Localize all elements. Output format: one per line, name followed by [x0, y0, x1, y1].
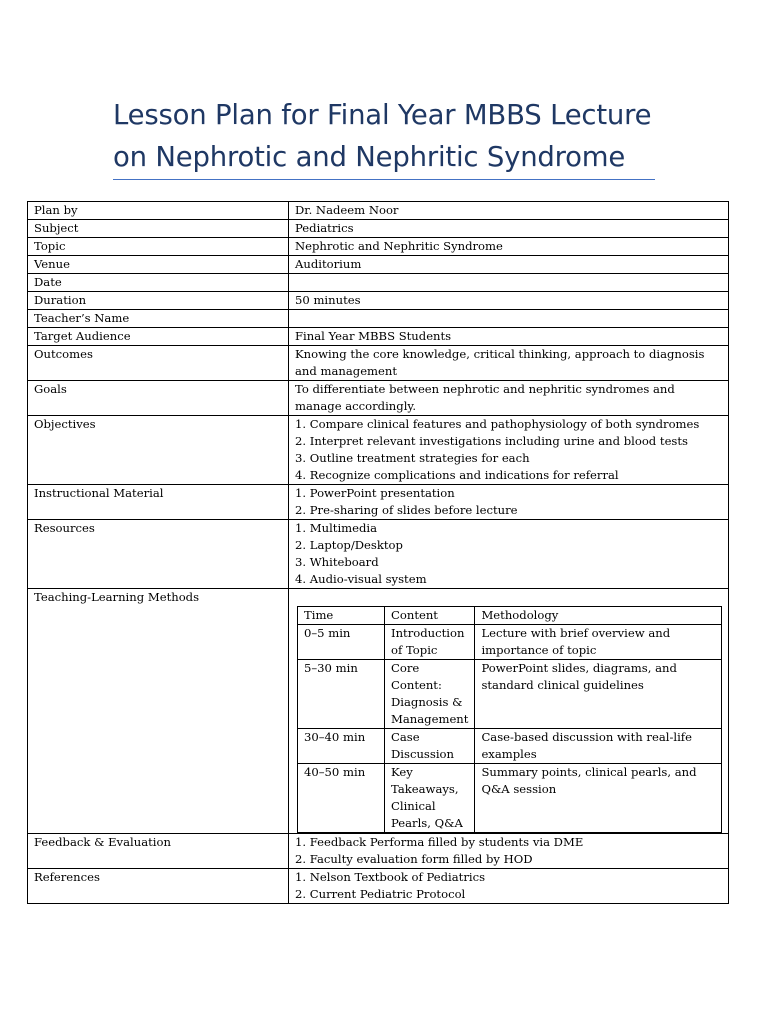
schedule-time: 5–30 min — [298, 660, 385, 729]
schedule-row — [298, 764, 722, 833]
value-teaching-methods — [289, 589, 729, 834]
row-teaching-methods — [28, 589, 729, 834]
value-resources — [289, 520, 729, 589]
label-date: Date — [28, 274, 289, 292]
material-item: 2. Pre-sharing of slides before lecture — [295, 503, 518, 517]
objective-item: 1. Compare clinical features and pathophysiology of both syndromes — [295, 417, 700, 431]
value-objectives — [289, 416, 729, 485]
row-feedback — [28, 834, 729, 869]
material-item: 1. PowerPoint presentation — [295, 486, 455, 500]
schedule-content: Case Discussion — [385, 729, 475, 764]
value-goals: To differentiate between nephrotic and nephritic syndromes and manage accordingly. — [289, 381, 729, 416]
row-goals — [28, 381, 729, 416]
schedule-methodology: PowerPoint slides, diagrams, and standard clinical guidelines — [475, 660, 722, 729]
row-topic — [28, 238, 729, 256]
schedule-time: 40–50 min — [298, 764, 385, 833]
resource-item: 4. Audio-visual system — [295, 572, 427, 586]
row-instructional-material — [28, 485, 729, 520]
label-references: References — [28, 869, 289, 904]
schedule-header-content: Content — [385, 607, 475, 625]
schedule-time: 0–5 min — [298, 625, 385, 660]
value-plan-by: Dr. Nadeem Noor — [289, 202, 729, 220]
row-references — [28, 869, 729, 904]
schedule-methodology: Case-based discussion with real-life examples — [475, 729, 722, 764]
label-goals: Goals — [28, 381, 289, 416]
schedule-time: 30–40 min — [298, 729, 385, 764]
schedule-header-methodology: Methodology — [475, 607, 722, 625]
schedule-table — [297, 606, 722, 833]
resource-item: 1. Multimedia — [295, 521, 378, 535]
row-duration — [28, 292, 729, 310]
reference-item: 2. Current Pediatric Protocol — [295, 887, 466, 901]
row-objectives — [28, 416, 729, 485]
value-instructional-material — [289, 485, 729, 520]
schedule-row — [298, 660, 722, 729]
label-teacher: Teacher’s Name — [28, 310, 289, 328]
row-resources — [28, 520, 729, 589]
label-objectives: Objectives — [28, 416, 289, 485]
objective-item: 2. Interpret relevant investigations including urine and blood tests — [295, 434, 688, 448]
value-topic: Nephrotic and Nephritic Syndrome — [289, 238, 729, 256]
value-date — [289, 274, 729, 292]
value-teacher — [289, 310, 729, 328]
feedback-item: 1. Feedback Performa filled by students via DME — [295, 835, 584, 849]
value-outcomes: Knowing the core knowledge, critical thinking, approach to diagnosis and management — [289, 346, 729, 381]
row-date — [28, 274, 729, 292]
row-target-audience — [28, 328, 729, 346]
row-venue — [28, 256, 729, 274]
label-subject: Subject — [28, 220, 289, 238]
label-resources: Resources — [28, 520, 289, 589]
resource-item: 2. Laptop/Desktop — [295, 538, 403, 552]
schedule-header-row — [298, 607, 722, 625]
schedule-content: Key Takeaways, Clinical Pearls, Q&A — [385, 764, 475, 833]
feedback-item: 2. Faculty evaluation form filled by HOD — [295, 852, 533, 866]
row-outcomes — [28, 346, 729, 381]
label-instructional-material: Instructional Material — [28, 485, 289, 520]
row-plan-by — [28, 202, 729, 220]
label-teaching-methods: Teaching-Learning Methods — [28, 589, 289, 834]
objective-item: 3. Outline treatment strategies for each — [295, 451, 530, 465]
value-venue: Auditorium — [289, 256, 729, 274]
label-plan-by: Plan by — [28, 202, 289, 220]
schedule-content: Core Content: Diagnosis & Management — [385, 660, 475, 729]
value-subject: Pediatrics — [289, 220, 729, 238]
label-topic: Topic — [28, 238, 289, 256]
value-references — [289, 869, 729, 904]
label-outcomes: Outcomes — [28, 346, 289, 381]
document-title: Lesson Plan for Final Year MBBS Lecture on Nephrotic and Nephritic Syndrome — [113, 99, 652, 173]
label-feedback: Feedback & Evaluation — [28, 834, 289, 869]
value-target-audience: Final Year MBBS Students — [289, 328, 729, 346]
resource-item: 3. Whiteboard — [295, 555, 379, 569]
reference-item: 1. Nelson Textbook of Pediatrics — [295, 870, 486, 884]
label-duration: Duration — [28, 292, 289, 310]
value-feedback — [289, 834, 729, 869]
lesson-plan-table — [27, 201, 729, 904]
schedule-methodology: Summary points, clinical pearls, and Q&A session — [475, 764, 722, 833]
label-target-audience: Target Audience — [28, 328, 289, 346]
schedule-content: Introduction of Topic — [385, 625, 475, 660]
objective-item: 4. Recognize complications and indications for referral — [295, 468, 619, 482]
row-subject — [28, 220, 729, 238]
schedule-row — [298, 729, 722, 764]
schedule-header-time: Time — [298, 607, 385, 625]
title-underline — [113, 179, 655, 180]
label-venue: Venue — [28, 256, 289, 274]
schedule-methodology: Lecture with brief overview and importance of topic — [475, 625, 722, 660]
row-teacher — [28, 310, 729, 328]
value-duration: 50 minutes — [289, 292, 729, 310]
schedule-row — [298, 625, 722, 660]
